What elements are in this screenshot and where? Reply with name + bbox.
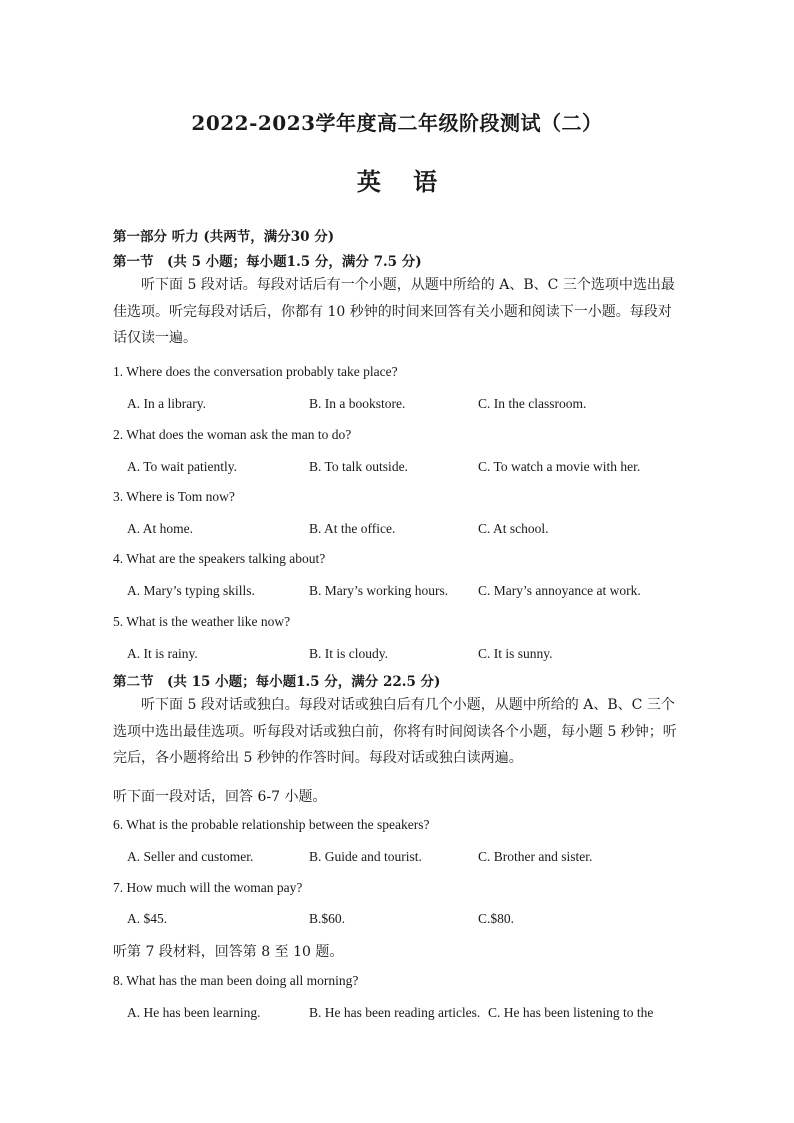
q5-option-a: A. It is rainy.	[127, 646, 198, 661]
q6-option-a: A. Seller and customer.	[127, 849, 254, 864]
subject-title: 英 语	[356, 167, 450, 196]
section1-heading: 第一节 (共 5 小题；每小题1.5 分，满分 7.5 分)	[113, 254, 422, 270]
section2-heading: 第二节 (共 15 小题；每小题1.5 分，满分 22.5 分)	[113, 674, 441, 690]
q2-option-c: C. To watch a movie with her.	[478, 459, 641, 474]
q7-option-b: B.$60.	[309, 911, 346, 926]
q8-option-c: C. He has been listening to the	[488, 1005, 654, 1020]
q2-option-a: A. To wait patiently.	[127, 459, 238, 474]
exam-title: 2022-2023学年度高二年级阶段测试（二）	[191, 111, 603, 135]
question-5: 5. What is the weather like now?	[113, 614, 291, 629]
q7-option-a: A. $45.	[127, 911, 168, 926]
q8-option-a: A. He has been learning.	[127, 1005, 261, 1020]
section1-instructions: 听下面 5 段对话。每段对话后有一个小题，从题中所给的 A、B、C 三个选项中选出最佳选项。听完每段对话后，你都有 10 秒钟的时间来回答有关小题和阅读下一小题。每段对话仅读一遍。	[113, 277, 675, 346]
question-6: 6. What is the probable relationship between the speakers?	[113, 817, 430, 832]
q3-option-c: C. At school.	[478, 521, 549, 536]
question-1: 1. Where does the conversation probably take place?	[113, 364, 398, 379]
q6-option-b: B. Guide and tourist.	[309, 849, 422, 864]
question-3: 3. Where is Tom now?	[113, 489, 235, 504]
question-7: 7. How much will the woman pay?	[113, 880, 303, 895]
q7-option-c: C.$80.	[478, 911, 515, 926]
q4-option-c: C. Mary’s annoyance at work.	[478, 583, 641, 598]
q3-option-b: B. At the office.	[309, 521, 396, 536]
q2-option-b: B. To talk outside.	[309, 459, 408, 474]
q1-option-c: C. In the classroom.	[478, 396, 587, 411]
q8-option-b: B. He has been reading articles.	[309, 1005, 481, 1020]
q5-option-b: B. It is cloudy.	[309, 646, 388, 661]
question-4: 4. What are the speakers talking about?	[113, 551, 326, 566]
q3-option-a: A. At home.	[127, 521, 193, 536]
question-8: 8. What has the man been doing all morning?	[113, 973, 359, 988]
q5-option-c: C. It is sunny.	[478, 646, 553, 661]
part1-heading: 第一部分 听力 (共两节，满分30 分)	[113, 229, 335, 245]
section2-instructions: 听下面 5 段对话或独白。每段对话或独白后有几个小题，从题中所给的 A、B、C 三个选项中选出最佳选项。听每段对话或独白前，你将有时间阅读各个小题，每小题 5 秒钟；听完后，各小题将给出 5 秒钟的作答时间。每段对话或独白读两遍。	[113, 697, 677, 766]
question-2: 2. What does the woman ask the man to do?	[113, 427, 352, 442]
q6-option-c: C. Brother and sister.	[478, 849, 593, 864]
group2-note: 听第 7 段材料，回答第 8 至 10 题。	[113, 944, 344, 960]
q4-option-a: A. Mary’s typing skills.	[127, 583, 255, 598]
q1-option-a: A. In a library.	[127, 396, 206, 411]
group1-note: 听下面一段对话，回答 6-7 小题。	[113, 789, 327, 805]
q1-option-b: B. In a bookstore.	[309, 396, 406, 411]
q4-option-b: B. Mary’s working hours.	[309, 583, 449, 598]
